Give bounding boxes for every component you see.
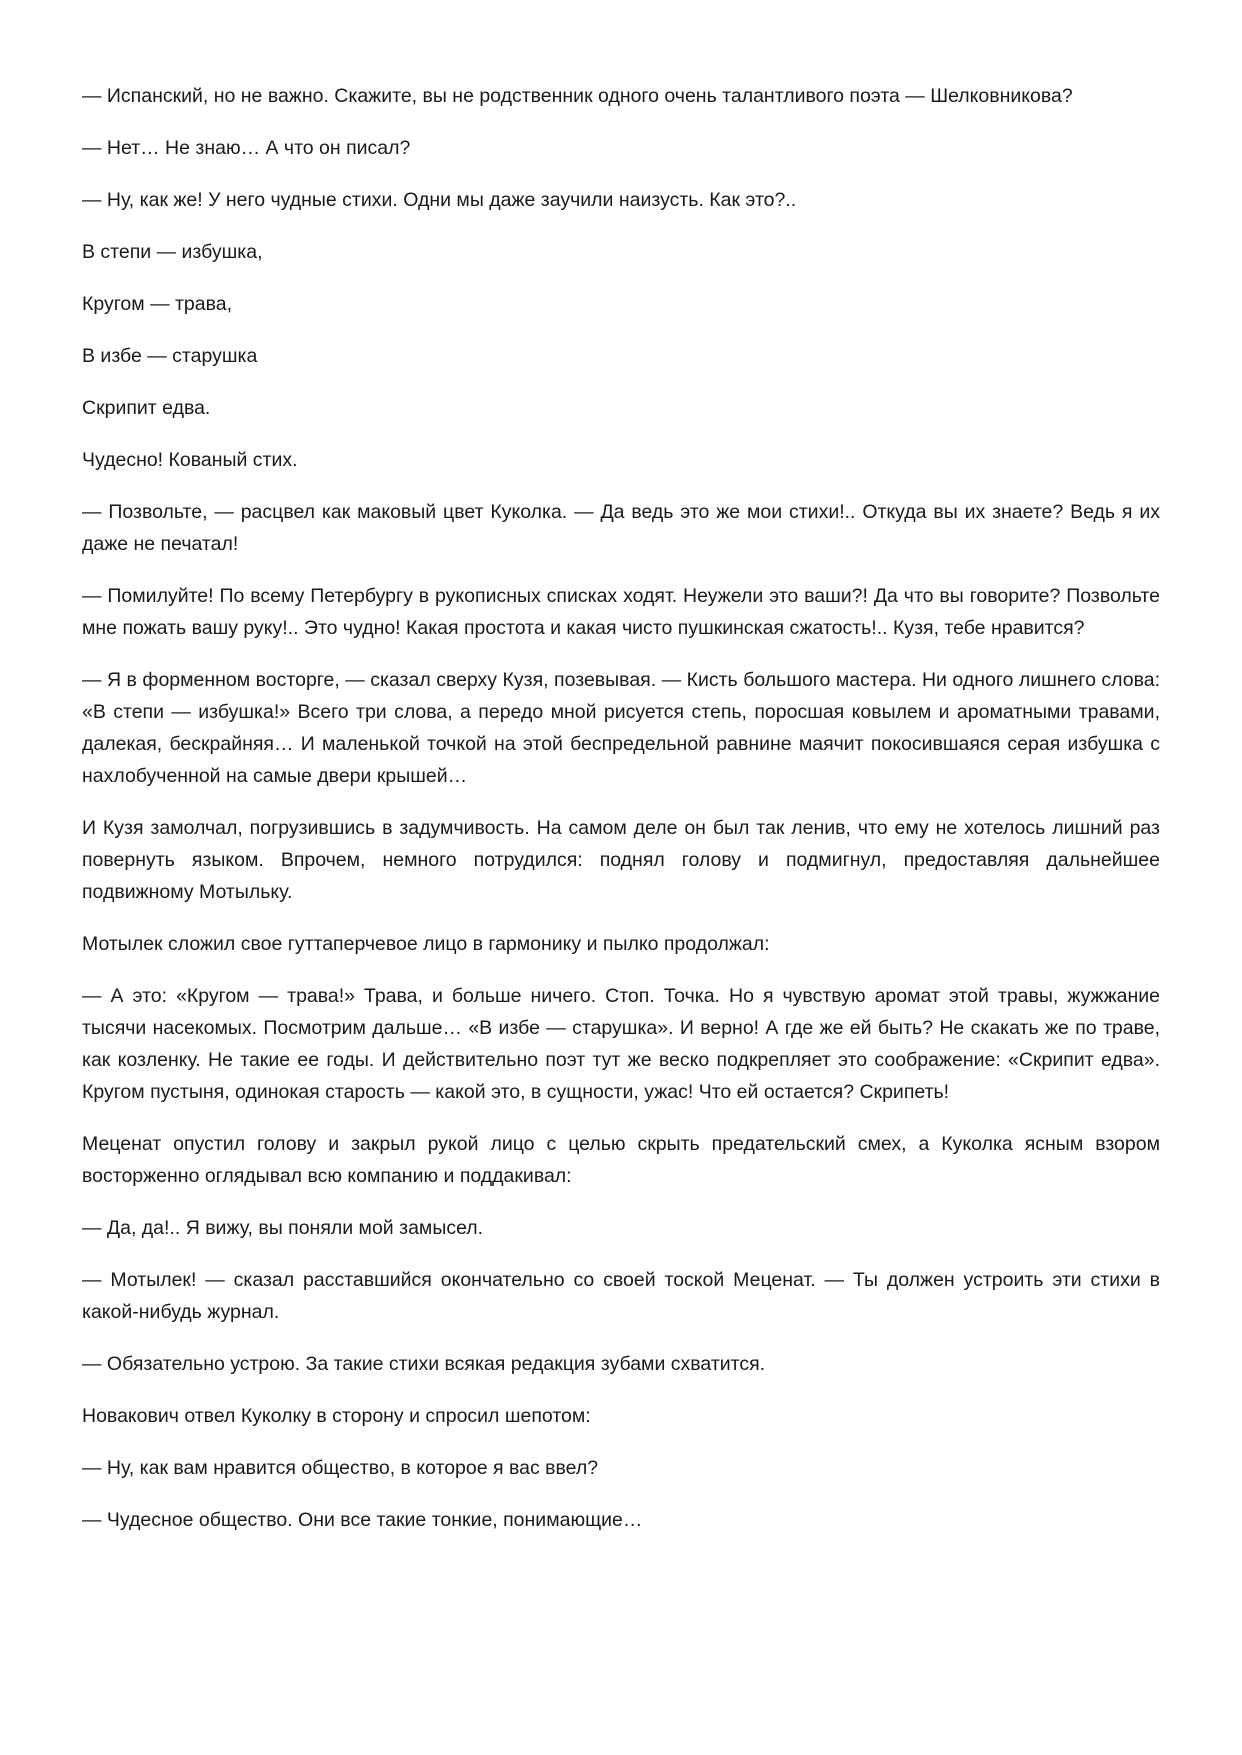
paragraph: — Ну, как вам нравится общество, в которое я вас ввел?: [82, 1457, 599, 1479]
paragraph: — Нет… Не знаю… А что он писал?: [82, 137, 411, 159]
paragraph: — А это: «Кругом — трава!» Трава, и больше ничего. Стоп. Точка. Но я чувствую аромат этой травы, жужжание тысячи насекомых. Посмотрим дальше… «В избе — старушка». И верно! А где же ей быть? Не скакать же по траве, как козленку. Не такие ее годы. И действительно поэт тут же веско подкрепляет это соображение: «Скрипит едва». Кругом пустыня, одинокая старость — какой это, в сущности, ужас! Что ей остается? Скрипеть!: [82, 985, 1160, 1103]
paragraph: — Обязательно устрою. За такие стихи всякая редакция зубами схватится.: [82, 1353, 766, 1375]
document-page: [82, 80, 1160, 1556]
paragraph: — Испанский, но не важно. Скажите, вы не родственник одного очень талантливого поэта — Шелковникова?: [82, 85, 1073, 107]
paragraph: — Позвольте, — расцвел как маковый цвет Куколка. — Да ведь это же мои стихи!.. Откуда вы их знаете? Ведь я их даже не печатал!: [82, 501, 1160, 555]
paragraph: Меценат опустил голову и закрыл рукой лицо с целью скрыть предательский смех, а Куколка ясным взором восторженно оглядывал всю компанию и поддакивал:: [82, 1133, 1160, 1187]
poem-line: В избе — старушка: [82, 345, 258, 367]
paragraph: — Чудесное общество. Они все такие тонкие, понимающие…: [82, 1509, 643, 1531]
poem-line: В степи — избушка,: [82, 241, 263, 263]
paragraph: Новакович отвел Куколку в сторону и спросил шепотом:: [82, 1405, 591, 1427]
paragraph: Чудесно! Кованый стих.: [82, 449, 298, 471]
poem-line: Кругом — трава,: [82, 293, 233, 315]
paragraph: — Ну, как же! У него чудные стихи. Одни мы даже заучили наизусть. Как это?..: [82, 189, 797, 211]
paragraph: — Мотылек! — сказал расставшийся окончательно со своей тоской Меценат. — Ты должен устроить эти стихи в какой-нибудь журнал.: [82, 1269, 1160, 1323]
paragraph: — Да, да!.. Я вижу, вы поняли мой замысел.: [82, 1217, 484, 1239]
paragraph: — Помилуйте! По всему Петербургу в рукописных списках ходят. Неужели это ваши?! Да что вы говорите? Позвольте мне пожать вашу руку!.. Это чудно! Какая простота и какая чисто пушкинская сжатость!.. Кузя, тебе нравится?: [82, 585, 1160, 639]
paragraph: Мотылек сложил свое гуттаперчевое лицо в гармонику и пылко продолжал:: [82, 933, 770, 955]
poem-line: Скрипит едва.: [82, 397, 211, 419]
paragraph: — Я в форменном восторге, — сказал сверху Кузя, позевывая. — Кисть большого мастера. Ни одного лишнего слова: «В степи — избушка!» Всего три слова, а передо мной рисуется степь, поросшая ковылем и ароматными травами, далекая, бескрайняя… И маленькой точкой на этой беспредельной равнине маячит покосившаяся серая избушка с нахлобученной на самые двери крышей…: [82, 669, 1160, 787]
paragraph: И Кузя замолчал, погрузившись в задумчивость. На самом деле он был так ленив, что ему не хотелось лишний раз повернуть языком. Впрочем, немного потрудился: поднял голову и подмигнул, предоставляя дальнейшее подвижному Мотыльку.: [82, 817, 1160, 903]
